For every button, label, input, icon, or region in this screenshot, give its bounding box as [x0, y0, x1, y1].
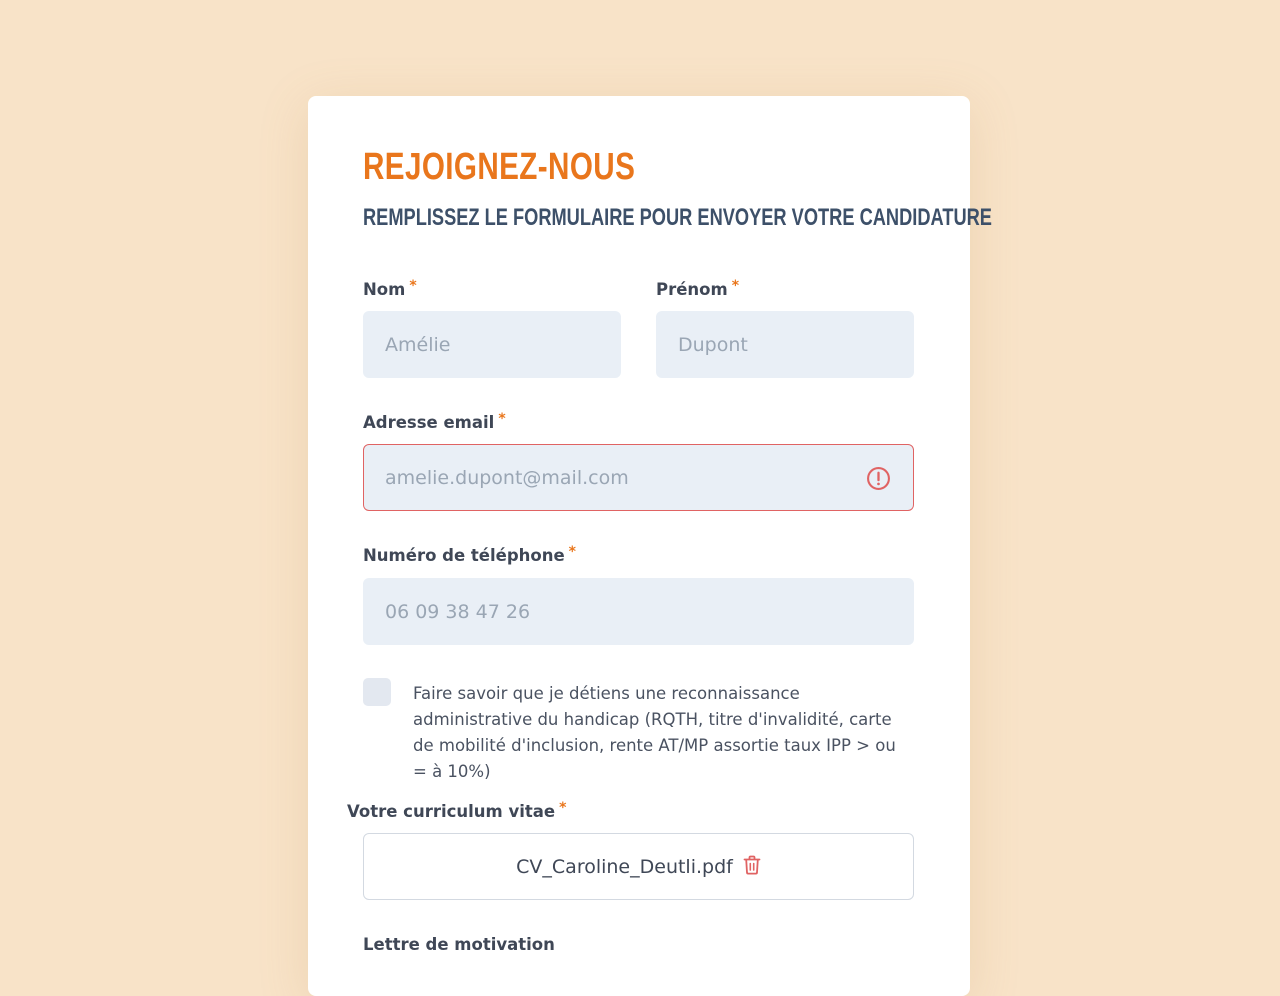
required-mark: *	[498, 411, 506, 427]
email-label	[363, 413, 506, 432]
page-subtitle: REMPLISSEZ LE FORMULAIRE POUR ENVOYER VOTRE CANDIDATURE	[363, 204, 992, 231]
nom-label-text: Nom	[363, 280, 406, 299]
cv-label	[347, 802, 566, 821]
phone-label	[363, 546, 576, 565]
required-mark: *	[731, 278, 740, 294]
email-label-text: Adresse email	[363, 413, 495, 432]
nom-placeholder: Amélie	[385, 333, 451, 356]
prenom-label-text: Prénom	[656, 280, 728, 299]
rqth-checkbox[interactable]	[363, 678, 391, 706]
required-mark: *	[559, 800, 567, 816]
nom-label	[363, 280, 417, 299]
page-title: REJOIGNEZ-NOUS	[363, 146, 636, 188]
prenom-input[interactable]	[656, 311, 914, 378]
cv-upload-field[interactable]	[363, 833, 914, 900]
motivation-label: Lettre de motivation	[363, 935, 555, 954]
phone-placeholder: 06 09 38 47 26	[385, 600, 531, 623]
required-mark: *	[568, 544, 576, 560]
phone-label-text: Numéro de téléphone	[363, 546, 565, 565]
cv-file-name: CV_Caroline_Deutli.pdf	[516, 855, 733, 878]
rqth-checkbox-label: Faire savoir que je détiens une reconnaissance administrative du handicap (RQTH, titre d'invalidité, carte de mobilité d'inclusion, rente AT/MP assortie taux IPP > ou = à 10%)	[413, 684, 896, 781]
phone-input[interactable]	[363, 578, 914, 645]
email-placeholder: amelie.dupont@mail.com	[385, 466, 629, 489]
required-mark: *	[409, 278, 417, 294]
prenom-label	[656, 280, 739, 299]
prenom-placeholder: Dupont	[678, 333, 748, 356]
trash-icon[interactable]	[743, 855, 761, 875]
nom-input[interactable]	[363, 311, 621, 378]
alert-circle-icon	[866, 466, 891, 491]
cv-label-text: Votre curriculum vitae	[347, 802, 556, 821]
email-input[interactable]	[363, 444, 914, 511]
